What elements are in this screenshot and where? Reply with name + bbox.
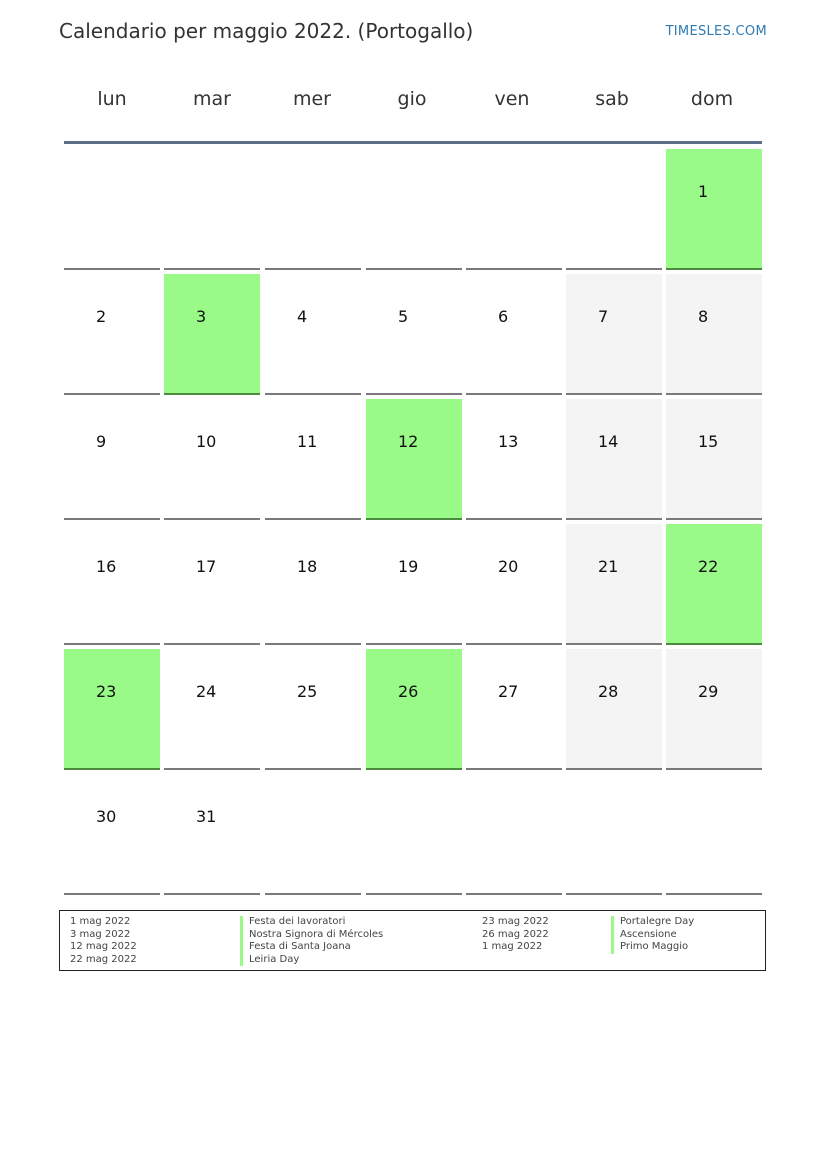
- legend-holiday-name: Festa dei lavoratori: [240, 916, 383, 929]
- day-cell: [366, 524, 462, 645]
- day-number: 20: [498, 557, 519, 576]
- day-cell: [265, 649, 361, 770]
- day-number: 16: [96, 557, 117, 576]
- page-title: Calendario per maggio 2022. (Portogallo): [59, 19, 474, 43]
- day-cell: [466, 524, 562, 645]
- weekend-day-cell: [566, 649, 662, 770]
- day-number: 26: [398, 682, 419, 701]
- day-number: 11: [297, 432, 318, 451]
- day-number: 25: [297, 682, 318, 701]
- day-number: 4: [297, 307, 308, 326]
- day-number: 12: [398, 432, 419, 451]
- day-number: 6: [498, 307, 509, 326]
- day-cell: [466, 399, 562, 520]
- empty-day-cell: [566, 774, 662, 895]
- day-cell: [164, 649, 260, 770]
- weekday-label: sab: [595, 88, 629, 110]
- day-number: 18: [297, 557, 318, 576]
- empty-day-cell: [666, 774, 762, 895]
- day-cell: [366, 274, 462, 395]
- legend-names-left: [240, 916, 383, 966]
- weekday-header-row: [64, 88, 764, 120]
- weekend-day-cell: [666, 649, 762, 770]
- day-cell: [466, 649, 562, 770]
- legend-date: 23 mag 2022: [482, 916, 549, 927]
- empty-day-cell: [164, 149, 260, 270]
- legend-holiday-name: Ascensione: [611, 929, 694, 942]
- day-cell: [64, 399, 160, 520]
- weekday-label: mer: [292, 88, 331, 110]
- day-number: 31: [196, 807, 217, 826]
- empty-day-cell: [265, 774, 361, 895]
- day-number: 2: [96, 307, 107, 326]
- empty-day-cell: [466, 774, 562, 895]
- day-number: 27: [498, 682, 519, 701]
- holiday-legend: [59, 910, 766, 971]
- weekend-day-cell: [566, 274, 662, 395]
- weekday-label: dom: [690, 88, 734, 110]
- day-number: 8: [698, 307, 709, 326]
- weekday-label: lun: [97, 88, 127, 110]
- day-cell: [466, 274, 562, 395]
- day-number: 30: [96, 807, 117, 826]
- empty-day-cell: [366, 149, 462, 270]
- legend-date: 1 mag 2022: [70, 916, 131, 927]
- day-number: 3: [196, 307, 207, 326]
- empty-day-cell: [466, 149, 562, 270]
- weekday-label: ven: [494, 88, 530, 110]
- day-cell: [164, 524, 260, 645]
- day-number: 23: [96, 682, 117, 701]
- day-number: 29: [698, 682, 719, 701]
- legend-date: 12 mag 2022: [70, 941, 137, 952]
- weekend-day-cell: [566, 399, 662, 520]
- day-number: 13: [498, 432, 519, 451]
- holiday-day-cell: [666, 524, 762, 645]
- holiday-day-cell: [666, 149, 762, 270]
- weekend-day-cell: [566, 524, 662, 645]
- day-number: 14: [598, 432, 619, 451]
- holiday-day-cell: [366, 649, 462, 770]
- weekday-label: mar: [193, 88, 231, 110]
- holiday-day-cell: [64, 649, 160, 770]
- weekend-day-cell: [666, 399, 762, 520]
- day-number: 19: [398, 557, 419, 576]
- day-cell: [164, 774, 260, 895]
- legend-holiday-name: Portalegre Day: [611, 916, 694, 929]
- weekend-day-cell: [666, 274, 762, 395]
- legend-holiday-name: Primo Maggio: [611, 941, 694, 954]
- day-number: 28: [598, 682, 619, 701]
- legend-date: 26 mag 2022: [482, 928, 549, 940]
- day-number: 21: [598, 557, 619, 576]
- legend-date: 1 mag 2022: [482, 941, 543, 952]
- day-cell: [265, 524, 361, 645]
- day-cell: [265, 274, 361, 395]
- day-number: 7: [598, 307, 609, 326]
- day-number: 1: [698, 182, 709, 201]
- legend-holiday-name: Festa di Santa Joana: [240, 941, 383, 954]
- day-number: 15: [698, 432, 719, 451]
- empty-day-cell: [265, 149, 361, 270]
- day-cell: [64, 774, 160, 895]
- day-number: 5: [398, 307, 409, 326]
- legend-date: 3 mag 2022: [70, 928, 131, 940]
- day-cell: [64, 274, 160, 395]
- day-number: 10: [196, 432, 217, 451]
- empty-day-cell: [366, 774, 462, 895]
- legend-date: 22 mag 2022: [70, 953, 137, 965]
- day-cell: [265, 399, 361, 520]
- legend-names-right: [611, 916, 694, 954]
- legend-dates-right: [482, 916, 549, 954]
- legend-holiday-name: Leiria Day: [240, 954, 383, 967]
- day-cell: [164, 399, 260, 520]
- weekday-label: gio: [397, 88, 427, 110]
- brand-link[interactable]: TIMESLES.COM: [665, 24, 767, 39]
- empty-day-cell: [566, 149, 662, 270]
- day-number: 17: [196, 557, 217, 576]
- holiday-day-cell: [366, 399, 462, 520]
- day-number: 24: [196, 682, 217, 701]
- legend-holiday-name: Nostra Signora di Mércoles: [240, 929, 383, 942]
- day-number: 9: [96, 432, 107, 451]
- holiday-day-cell: [164, 274, 260, 395]
- legend-dates-left: [70, 916, 137, 966]
- day-number: 22: [698, 557, 719, 576]
- day-cell: [64, 524, 160, 645]
- empty-day-cell: [64, 149, 160, 270]
- header-divider: [64, 141, 762, 144]
